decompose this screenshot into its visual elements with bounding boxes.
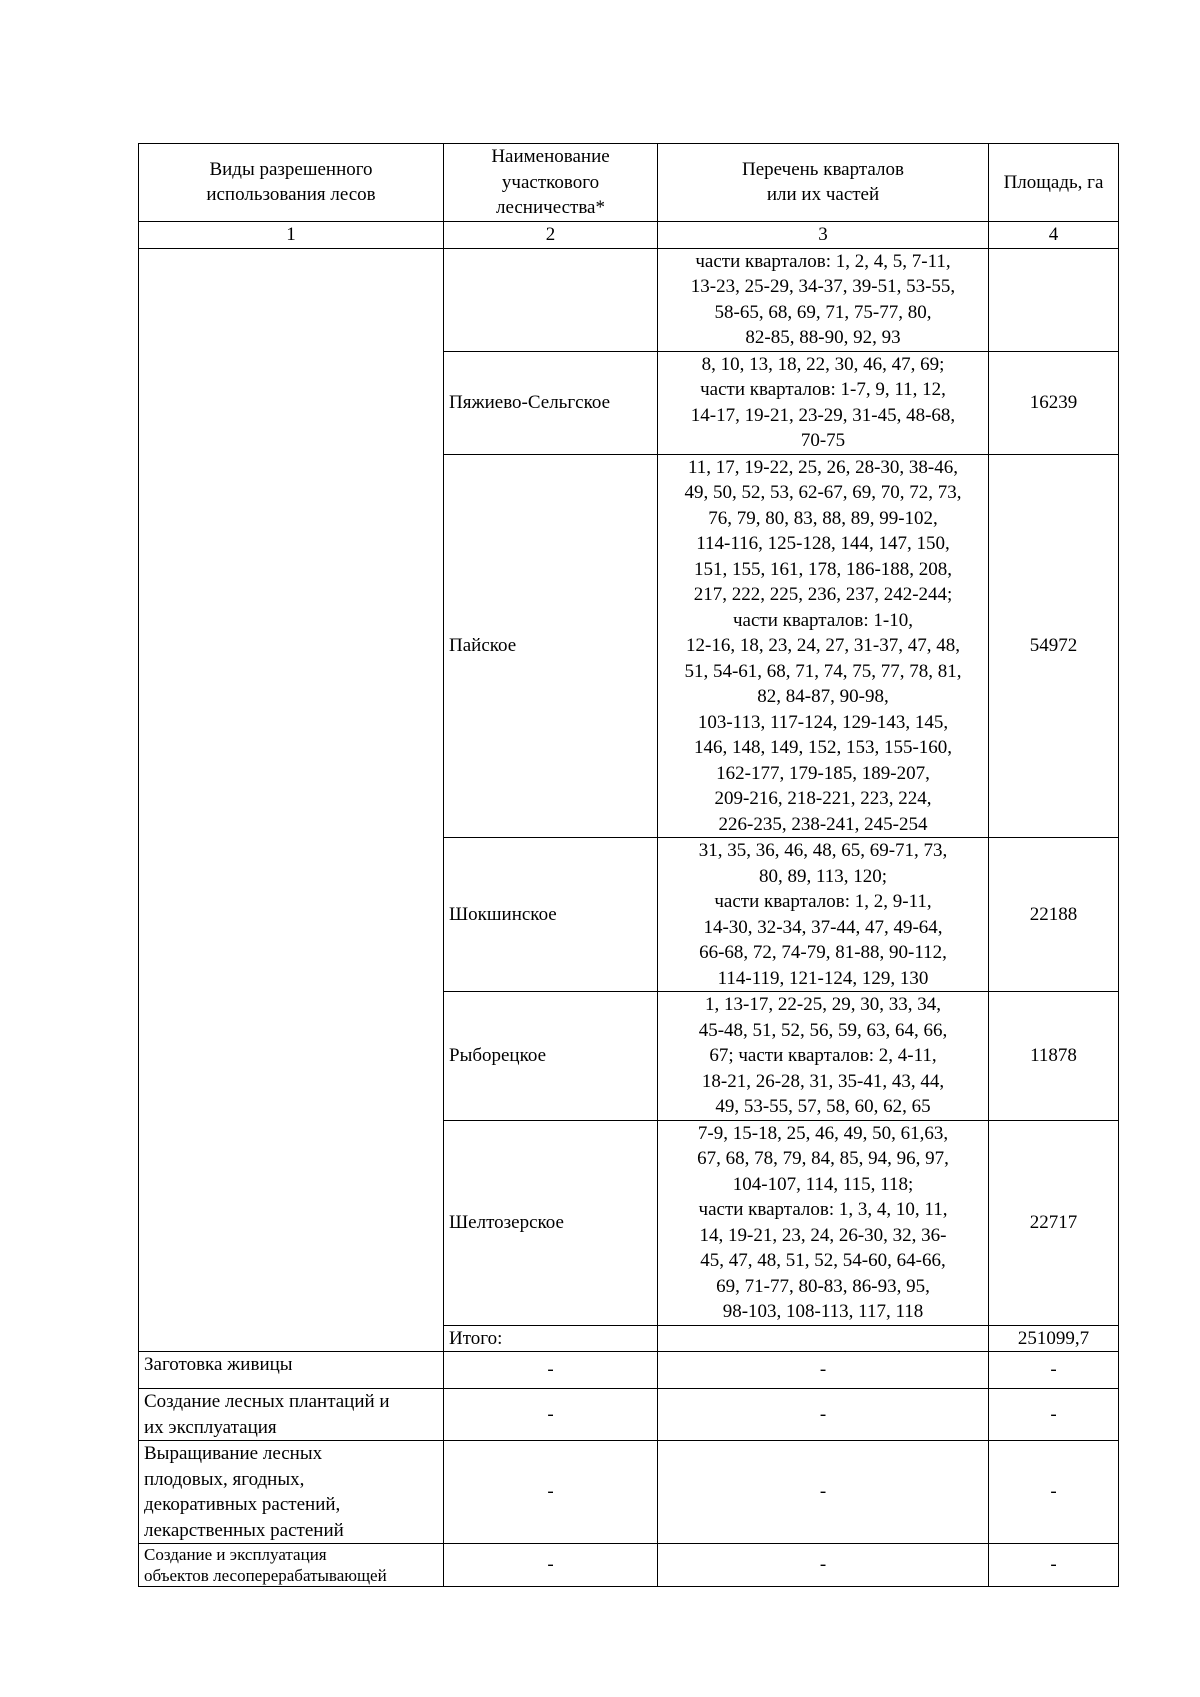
use-type-cell-empty <box>139 248 444 1352</box>
use-type-cell: Выращивание лесных плодовых, ягодных, декоративных растений, лекарственных растений <box>139 1441 444 1544</box>
quarters-cell: 1, 13-17, 22-25, 29, 30, 33, 34, 45-48, 51, 52, 56, 59, 63, 64, 66, 67; части кварталов: 2, 4-11, 18-21, 26-28, 31, 35-41, 43, 44, 49, 53-55, 57, 58, 60, 62, 65 <box>658 992 989 1121</box>
header-forestry-name: Наименование участкового лесничества* <box>444 144 658 222</box>
header-quarters-list: Перечень кварталов или их частей <box>658 144 989 222</box>
use-type-cell: Создание и эксплуатация объектов лесоперерабатывающей <box>139 1544 444 1587</box>
forestry-name-cell: Шокшинское <box>444 838 658 992</box>
area-cell: - <box>989 1352 1119 1389</box>
table-row <box>139 1544 1119 1587</box>
header-row <box>139 144 1119 222</box>
total-quarters-cell <box>658 1325 989 1352</box>
column-number-4: 4 <box>989 221 1119 248</box>
forestry-name-cell: Пяжиево-Сельгское <box>444 351 658 454</box>
use-type-cell: Создание лесных плантаций и их эксплуатация <box>139 1389 444 1441</box>
quarters-cell: - <box>658 1441 989 1544</box>
header-area: Площадь, га <box>989 144 1119 222</box>
quarters-cell: - <box>658 1389 989 1441</box>
forestry-name-cell: - <box>444 1441 658 1544</box>
column-number-1: 1 <box>139 221 444 248</box>
forestry-name-cell: Рыборецкое <box>444 992 658 1121</box>
forestry-name-cell: Пайское <box>444 454 658 838</box>
total-area: 251099,7 <box>989 1325 1119 1352</box>
column-number-row <box>139 221 1119 248</box>
forestry-name-cell: Шелтозерское <box>444 1120 658 1325</box>
area-cell: 54972 <box>989 454 1119 838</box>
area-cell: 22188 <box>989 838 1119 992</box>
area-cell: - <box>989 1441 1119 1544</box>
table-row <box>139 1389 1119 1441</box>
forestry-name-cell <box>444 248 658 351</box>
table-row <box>139 1352 1119 1389</box>
area-cell: 22717 <box>989 1120 1119 1325</box>
quarters-cell: - <box>658 1352 989 1389</box>
quarters-cell: 11, 17, 19-22, 25, 26, 28-30, 38-46, 49, 50, 52, 53, 62-67, 69, 70, 72, 73, 76, 79, 80, 83, 88, 89, 99-102, 114-116, 125-128, 144, 147, 150, 151, 155, 161, 178, 186-188, 208, 217, 222, 225, 236, 237, 242-244; части кварталов: 1-10, 12-16, 18, 23, 24, 27, 31-37, 47, 48, 51, 54-61, 68, 71, 74, 75, 77, 78, 81, 82, 84-87, 90-98, 103-113, 117-124, 129-143, 145, 146, 148, 149, 152, 153, 155-160, 162-177, 179-185, 189-207, 209-216, 218-221, 223, 224, 226-235, 238-241, 245-254 <box>658 454 989 838</box>
quarters-cell: 31, 35, 36, 46, 48, 65, 69-71, 73, 80, 89, 113, 120; части кварталов: 1, 2, 9-11, 14-30, 32-34, 37-44, 47, 49-64, 66-68, 72, 74-79, 81-88, 90-112, 114-119, 121-124, 129, 130 <box>658 838 989 992</box>
forestry-name-cell: - <box>444 1544 658 1587</box>
forestry-name-cell: - <box>444 1352 658 1389</box>
area-cell: - <box>989 1544 1119 1587</box>
quarters-cell: части кварталов: 1, 2, 4, 5, 7-11, 13-23, 25-29, 34-37, 39-51, 53-55, 58-65, 68, 69, 71, 75-77, 80, 82-85, 88-90, 92, 93 <box>658 248 989 351</box>
area-cell: - <box>989 1389 1119 1441</box>
table-row <box>139 248 1119 351</box>
column-number-3: 3 <box>658 221 989 248</box>
use-type-cell: Заготовка живицы <box>139 1352 444 1389</box>
table-row <box>139 1441 1119 1544</box>
quarters-cell: 7-9, 15-18, 25, 46, 49, 50, 61,63, 67, 68, 78, 79, 84, 85, 94, 96, 97, 104-107, 114, 115, 118; части кварталов: 1, 3, 4, 10, 11, 14, 19-21, 23, 24, 26-30, 32, 36- 45, 47, 48, 51, 52, 54-60, 64-66, 69, 71-77, 80-83, 86-93, 95, 98-103, 108-113, 117, 118 <box>658 1120 989 1325</box>
quarters-cell: - <box>658 1544 989 1587</box>
forestry-name-cell: - <box>444 1389 658 1441</box>
area-cell: 16239 <box>989 351 1119 454</box>
forest-use-table <box>138 143 1119 1587</box>
column-number-2: 2 <box>444 221 658 248</box>
quarters-cell: 8, 10, 13, 18, 22, 30, 46, 47, 69; части кварталов: 1-7, 9, 11, 12, 14-17, 19-21, 23-29, 31-45, 48-68, 70-75 <box>658 351 989 454</box>
total-label: Итого: <box>444 1325 658 1352</box>
area-cell <box>989 248 1119 351</box>
area-cell: 11878 <box>989 992 1119 1121</box>
header-use-type: Виды разрешенного использования лесов <box>139 144 444 222</box>
